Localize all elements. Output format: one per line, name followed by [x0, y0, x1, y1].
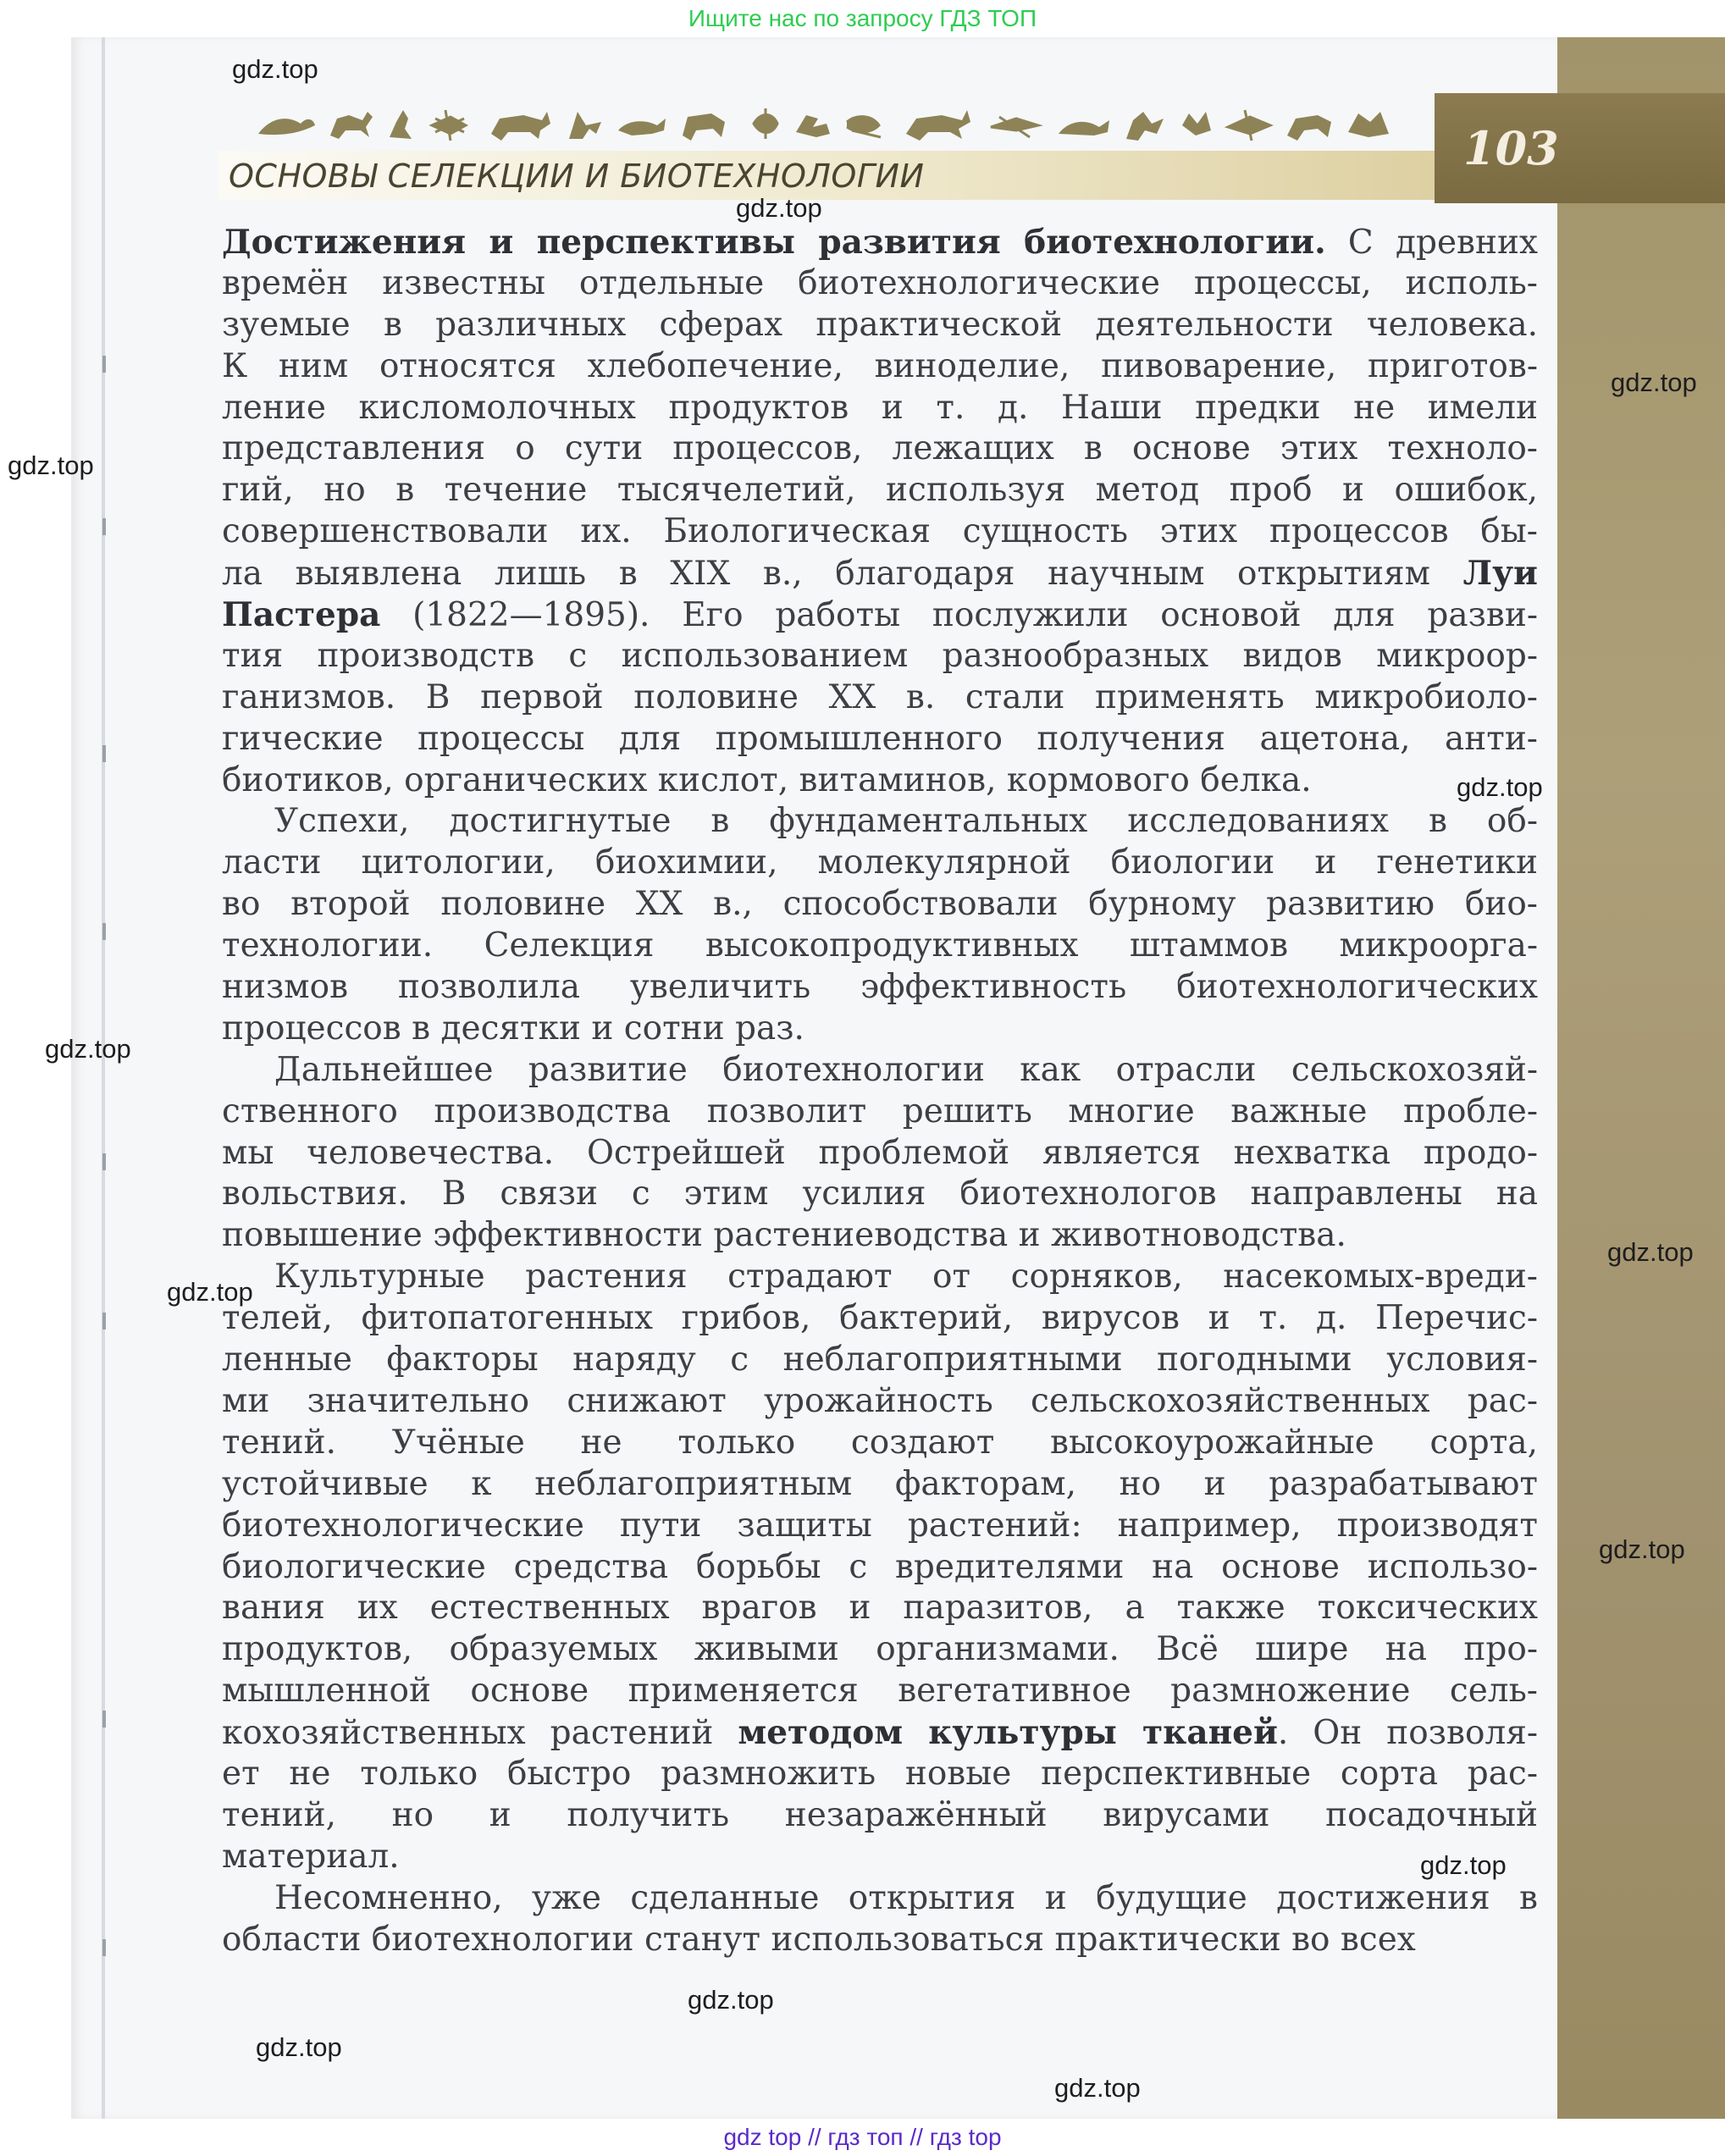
watermark: gdz.top: [256, 2032, 342, 2062]
bold-term: Достижения и перспективы развития биотехнологии.: [222, 223, 1326, 262]
bold-term: Пастера: [222, 595, 381, 635]
text-run: вольствия. В связи с этим усилия биотехнологов направлены на: [222, 1175, 1538, 1213]
text-line: [222, 1423, 1538, 1464]
text-line: [222, 305, 1538, 346]
text-run: ет не только быстро размножить новые перспективные сорта рас-: [222, 1754, 1538, 1793]
text-run: С древних: [1325, 224, 1538, 262]
watermark: gdz.top: [1611, 368, 1697, 397]
text-line: [222, 1588, 1538, 1629]
text-run: низмов позволила увеличить эффективность биотехнологических: [222, 968, 1538, 1007]
watermark: gdz.top: [1420, 1850, 1507, 1880]
watermark: gdz.top: [8, 451, 94, 480]
text-line: [222, 470, 1538, 511]
text-run: процессов в десятки и сотни раз.: [222, 1009, 804, 1048]
watermark: gdz.top: [688, 1985, 774, 2015]
text-run: материал.: [222, 1837, 400, 1876]
text-run: Дальнейшее развитие биотехнологии как отрасли сельскохозяй-: [274, 1050, 1538, 1089]
textbook-body: [222, 222, 1538, 1960]
text-run: зуемые в различных сферах практической деятельности человека.: [222, 305, 1538, 344]
text-line: [222, 511, 1538, 553]
text-run: области биотехнологии станут использоваться практически во всех: [222, 1920, 1416, 1959]
watermark: gdz.top: [167, 1277, 253, 1307]
text-run: . Он позволя-: [1277, 1714, 1538, 1753]
text-run: биотиков, органических кислот, витаминов, кормового белка.: [222, 760, 1312, 799]
text-run: времён известны отдельные биотехнологические процессы, исполь-: [222, 263, 1538, 302]
text-run: (1822—1895). Его работы послужили основой для разви-: [380, 596, 1538, 635]
text-line: [222, 1837, 1538, 1878]
margin-mark: [102, 1153, 106, 1170]
animal-silhouettes-ornament: [254, 100, 1406, 146]
text-line: [222, 760, 1538, 802]
watermark: gdz.top: [1457, 772, 1543, 802]
text-run: Успехи, достигнутые в фундаментальных исследованиях в об-: [274, 802, 1538, 841]
margin-mark: [102, 923, 106, 940]
text-run: ми значительно снижают урожайность сельскохозяйственных рас-: [222, 1381, 1538, 1420]
page-edge-strip: [1557, 37, 1725, 2119]
text-run: продуктов, образуемых живыми организмами. Всё шире на про-: [222, 1630, 1538, 1669]
text-line: [222, 1878, 1538, 1920]
text-line: [222, 636, 1538, 677]
watermark: gdz.top: [1599, 1534, 1685, 1564]
text-line: [222, 1009, 1538, 1050]
text-run: ласти цитологии, биохимии, молекулярной биологии и генетики: [222, 843, 1538, 882]
text-run: совершенствовали их. Биологическая сущность этих процессов бы-: [222, 512, 1538, 551]
text-line: [222, 1298, 1538, 1340]
watermark: gdz.top: [736, 193, 822, 223]
text-line: [222, 1050, 1538, 1092]
text-run: ственного производства позволит решить многие важные пробле-: [222, 1092, 1538, 1131]
watermark: gdz.top: [1607, 1237, 1694, 1267]
text-line: [222, 263, 1538, 305]
text-line: [222, 1920, 1538, 1961]
bold-term: методом культуры тканей: [738, 1713, 1278, 1753]
text-line: [222, 1464, 1538, 1506]
text-line: [222, 884, 1538, 926]
text-line: [222, 1506, 1538, 1547]
text-line: [222, 222, 1538, 263]
text-run: биологические средства борьбы с вредителями на основе использо-: [222, 1547, 1538, 1586]
text-line: [222, 719, 1538, 760]
text-run: гические процессы для промышленного получения ацетона, анти-: [222, 719, 1538, 758]
text-run: тия производств с использованием разнообразных видов микроор-: [222, 636, 1538, 675]
text-line: [222, 1547, 1538, 1589]
text-line: [222, 1629, 1538, 1671]
text-run: тений, но и получить незаражённый вирусами посадочный: [222, 1795, 1538, 1834]
text-run: вания их естественных врагов и паразитов, а также токсических: [222, 1589, 1538, 1628]
text-run: кохозяйственных растений: [222, 1714, 738, 1753]
text-line: [222, 1340, 1538, 1381]
text-line: [222, 1133, 1538, 1175]
animal-frieze-icon: [254, 100, 1406, 146]
text-run: ление кисломолочных продуктов и т. д. Наши предки не имели: [222, 388, 1538, 427]
text-line: [222, 1712, 1538, 1754]
margin-mark: [102, 745, 106, 762]
bottom-banner: gdz top // гдз топ // гдз top: [723, 2124, 1002, 2150]
margin-mark: [102, 356, 106, 373]
text-line: [222, 677, 1538, 719]
text-run: ленные факторы наряду с неблагоприятными погодными условия-: [222, 1341, 1538, 1379]
text-run: биотехнологические пути защиты растений: например, производят: [222, 1506, 1538, 1545]
text-line: [222, 1754, 1538, 1795]
text-line: [222, 1215, 1538, 1257]
text-line: [222, 428, 1538, 470]
text-line: [222, 346, 1538, 388]
text-line: [222, 967, 1538, 1009]
text-run: представления о сути процессов, лежащих в основе этих техноло-: [222, 429, 1538, 468]
text-run: К ним относятся хлебопечение, виноделие, пивоварение, приготов-: [222, 346, 1538, 385]
text-run: телей, фитопатогенных грибов, бактерий, вирусов и т. д. Перечис-: [222, 1299, 1538, 1338]
text-line: [222, 801, 1538, 843]
text-run: повышение эффективности растениеводства и животноводства.: [222, 1216, 1346, 1255]
page-number: 103: [1435, 93, 1725, 203]
text-line: [222, 843, 1538, 884]
text-line: [222, 1174, 1538, 1215]
text-line: [222, 1671, 1538, 1712]
margin-mark: [102, 1939, 106, 1956]
page-fold-line: [102, 37, 105, 2119]
text-run: гий, но в течение тысячелетий, используя метод проб и ошибок,: [222, 471, 1538, 510]
text-run: мышленной основе применяется вегетативное размножение сель-: [222, 1672, 1538, 1711]
text-line: [222, 388, 1538, 429]
text-run: мы человечества. Острейшей проблемой является нехватка продо-: [222, 1133, 1538, 1172]
watermark: gdz.top: [232, 54, 318, 84]
text-line: [222, 594, 1538, 636]
top-banner: Ищите нас по запросу ГДЗ ТОП: [688, 5, 1037, 31]
text-run: Культурные растения страдают от сорняков, насекомых-вреди-: [274, 1258, 1538, 1296]
text-line: [222, 1381, 1538, 1423]
watermark: gdz.top: [1054, 2073, 1141, 2103]
text-line: [222, 926, 1538, 967]
text-run: во второй половине XX в., способствовали бурному развитию био-: [222, 885, 1538, 924]
text-run: технологии. Селекция высокопродуктивных штаммов микроорга-: [222, 926, 1538, 965]
text-line: [222, 553, 1538, 594]
margin-mark: [102, 1711, 106, 1728]
chapter-title: ОСНОВЫ СЕЛЕКЦИИ И БИОТЕХНОЛОГИИ: [229, 158, 925, 195]
bold-term: Луи: [1462, 554, 1538, 594]
text-run: ганизмов. В первой половине XX в. стали применять микробиоло-: [222, 677, 1538, 716]
text-run: ла выявлена лишь в XIX в., благодаря научным открытиям: [222, 555, 1463, 594]
margin-mark: [102, 1313, 106, 1330]
margin-mark: [102, 518, 106, 535]
text-line: [222, 1092, 1538, 1133]
text-line: [222, 1257, 1538, 1298]
watermark: gdz.top: [45, 1034, 131, 1064]
text-run: Несомненно, уже сделанные открытия и будущие достижения в: [274, 1878, 1538, 1917]
text-line: [222, 1795, 1538, 1837]
text-run: тений. Учёные не только создают высокоурожайные сорта,: [222, 1423, 1538, 1462]
text-run: устойчивые к неблагоприятным факторам, но и разрабатывают: [222, 1464, 1538, 1503]
